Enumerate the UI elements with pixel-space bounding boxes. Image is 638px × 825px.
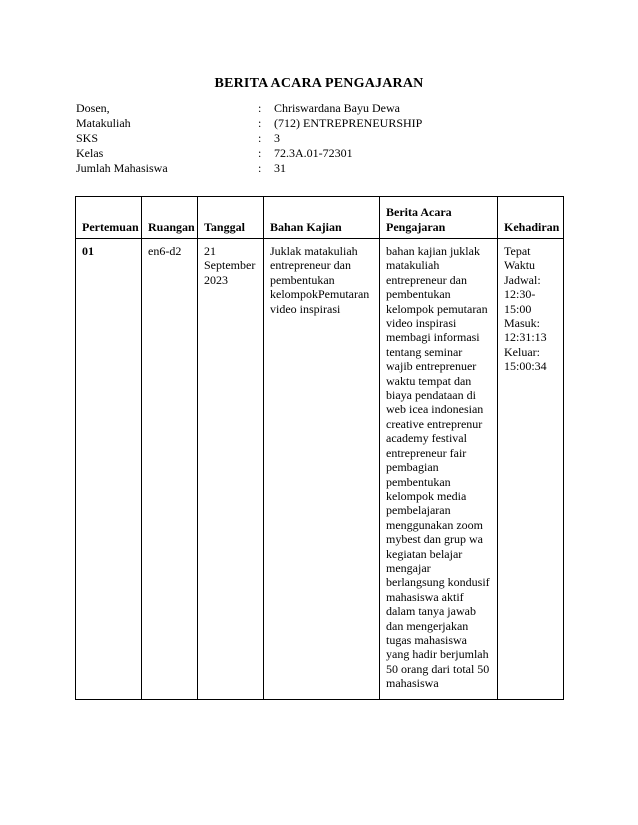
info-label: Matakuliah <box>76 116 131 130</box>
info-colon: : <box>258 116 262 130</box>
course-info <box>76 101 422 176</box>
info-value: (712) ENTREPRENEURSHIP <box>274 116 423 130</box>
header-tanggal: Tanggal <box>198 197 264 239</box>
page-title: BERITA ACARA PENGAJARAN <box>214 76 424 91</box>
info-value: Chriswardana Bayu Dewa <box>274 101 400 115</box>
info-row-jumlah-mahasiswa <box>76 161 422 176</box>
info-label: Jumlah Mahasiswa <box>76 161 168 175</box>
info-value: 72.3A.01-72301 <box>274 146 353 160</box>
cell-ruangan: en6-d2 <box>142 239 198 700</box>
info-label: Dosen, <box>76 101 110 115</box>
cell-tanggal: 21 September 2023 <box>198 239 264 700</box>
header-kehadiran: Kehadiran <box>498 197 564 239</box>
info-row-sks <box>76 131 422 146</box>
header-ruangan: Ruangan <box>142 197 198 239</box>
info-colon: : <box>258 161 262 175</box>
cell-berita-acara: bahan kajian juklak matakuliah entrepreneur dan pembentukan kelompok pemutaran video inspirasi membagi informasi tentang seminar wajib entreprenuer waktu tempat dan biaya pendataan di web icea indonesian creative entreprenur academy festival entrepreneur fair pembagian pembentukan kelompok media pembelajaran menggunakan zoom mybest dan grup wa kegiatan belajar mengajar berlangsung kondusif mahasiswa aktif dalam tanya jawab dan mengerjakan tugas mahasiswa yang hadir berjumlah 50 orang dari total 50 mahasiswa <box>380 239 498 700</box>
cell-pertemuan: 01 <box>76 239 142 700</box>
info-colon: : <box>258 146 262 160</box>
header-berita-acara: Berita Acara Pengajaran <box>380 197 498 239</box>
info-colon: : <box>258 101 262 115</box>
info-value: 31 <box>274 161 286 175</box>
info-colon: : <box>258 131 262 145</box>
teaching-report-table <box>75 196 564 700</box>
cell-kehadiran: Tepat Waktu Jadwal: 12:30-15:00 Masuk: 12:31:13 Keluar: 15:00:34 <box>498 239 564 700</box>
info-row-dosen <box>76 101 422 116</box>
info-label: SKS <box>76 131 99 145</box>
header-pertemuan: Pertemuan <box>76 197 142 239</box>
info-row-kelas <box>76 146 422 161</box>
header-bahan-kajian: Bahan Kajian <box>264 197 380 239</box>
table-row <box>76 239 564 700</box>
info-row-matakuliah <box>76 116 422 131</box>
cell-bahan-kajian: Juklak matakuliah entrepreneur dan pembentukan kelompokPemutaran video inspirasi <box>264 239 380 700</box>
table-header-row <box>76 197 564 239</box>
info-value: 3 <box>274 131 280 145</box>
info-label: Kelas <box>76 146 104 160</box>
